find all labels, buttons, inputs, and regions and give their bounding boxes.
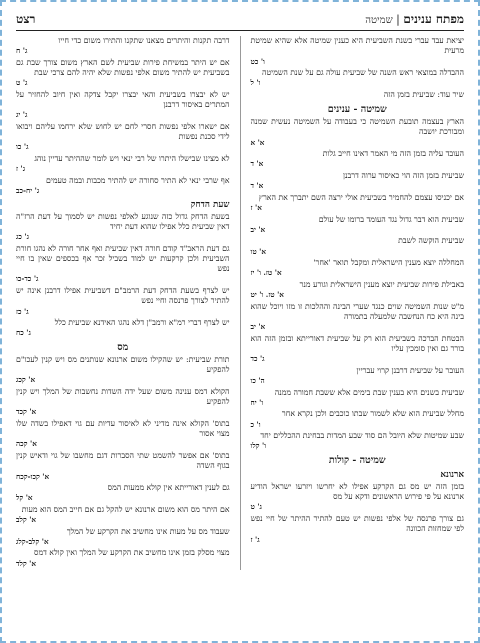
- entry-text: העובד עליה בזמן הזה מי האמר דאינו חייב גלות: [322, 149, 464, 159]
- index-entry: [16, 355, 230, 385]
- entry-reference: א' קלב-קלג: [16, 536, 49, 546]
- entry-text: בשעת הדחק גדול כזה שנוגע לאלפי נפשות יש לסמוך על דעת הרז"ה דאין שביעית כלל אפילו שהוא דעת יחיד: [16, 211, 230, 231]
- entry-reference: א' קלד: [16, 558, 36, 568]
- entry-text: לא מצינו שבישלו היתרו של רבי ינאי ויש לומר שההיתר עדיין נוהג: [34, 153, 230, 163]
- entry-reference: א' קכד: [16, 407, 37, 417]
- entry-reference: ג' יח-כב: [16, 186, 40, 196]
- index-entry: [16, 387, 230, 417]
- index-entry: [250, 482, 464, 512]
- entry-text: יש לא יבצרו בשביעית והאי יבצרו יקבל צדקה ואין חיוב להחזיר על המתרים באיסור דרבנן: [16, 89, 230, 110]
- entry-reference: א' ז: [250, 203, 262, 213]
- entry-text: ההבדלה במוצאי ראש השנה של שביעית עולה גם על שנת השמיטה: [261, 68, 464, 78]
- entry-reference: א' א: [250, 137, 265, 147]
- subsection-title: ארנונא: [440, 469, 464, 480]
- index-entry: [16, 244, 230, 284]
- index-entry: [250, 117, 464, 147]
- entry-reference: א' קכו-קכח: [16, 471, 50, 481]
- right-column: [250, 36, 464, 570]
- entry-text: שביעית הוא דבר גדול נגד העומד ברומו של עולם: [318, 214, 464, 224]
- index-entry: [16, 548, 230, 568]
- left-column: [16, 36, 230, 570]
- index-entry: [250, 215, 464, 235]
- entry-text: מצוי מסלק בזמן אינו מחשיב את הקרקע של המלך ואין קולא דמס: [34, 548, 230, 558]
- entry-text: המחללה יוצא מענין הישראלית ומקבל תואר 'אחר': [313, 258, 464, 268]
- index-entry: [250, 409, 464, 429]
- entry-text: שביעית הוקשה לשבת: [398, 236, 464, 246]
- entry-reference: ג' כד: [250, 354, 265, 364]
- entry-text: מ"ט שנות השמיטה שוים כנגד שערי הבינה וההלכות זו מזו ויוכל שהוא בינה היא כח הנחשבה שלמעלה בתמורה: [250, 301, 464, 321]
- index-entry: [250, 36, 464, 66]
- index-entry: [250, 149, 464, 169]
- entry-text: שבע שמיטות שלא היובל הם סוד שבע המדות בבחינת ההכללים יחד: [260, 431, 464, 441]
- entry-reference: ג' כו: [16, 142, 29, 152]
- entry-reference: ה' כו: [250, 376, 265, 386]
- entry-text: גם צורך פרנסה של אלפי נפשות יש טעם להתיר ההיתר של חיי נפש לפי שמחזות הכוונה: [250, 513, 464, 534]
- index-entry: [250, 514, 464, 544]
- entry-reference: א' ד: [250, 181, 264, 191]
- index-entry: [250, 302, 464, 332]
- entry-reference: ג' ז: [250, 534, 260, 544]
- entry-reference: ג' ט: [250, 502, 262, 512]
- section-title: שמיטה - ענינים: [327, 104, 387, 116]
- entry-text: יש לצרף בשעת הדחק דעת הרמב"ם דשביעית אפילו דרבנן אינה יש להתיר לצורך פרנסה וחיי נפש: [16, 285, 230, 306]
- page-header: [16, 12, 464, 31]
- entry-text: יש לצרף דברי רמ"א ורמב"ן דלא נהגו האידנא שביעית כלל: [54, 318, 230, 327]
- index-entry: [16, 36, 230, 56]
- page-title: מפתח ענינים: [403, 12, 464, 26]
- entry-text: שביעית בזמן הזה הוי כאיסור ערוה דרבנן: [343, 170, 464, 180]
- entry-reference: ג' כד-כו: [16, 274, 39, 284]
- entry-reference: ג' יג: [16, 110, 28, 120]
- index-entry: [16, 90, 230, 120]
- entry-reference: ו' כט: [250, 56, 265, 66]
- index-entry: [250, 366, 464, 386]
- entry-text: יציאת עבד עברי בשנת השביעית היא כענין שמיטה אלא שהיא שמיטת מרעית: [250, 36, 464, 56]
- index-entry: [16, 483, 230, 503]
- entry-text: באבילת פירות שביעית יוצא מענין הישראלית וגורע מנר: [299, 279, 464, 289]
- entry-text: אם יכניסו עצמם להחמיר בשביעית אולי ירצה השם יתברך את הארץ: [258, 192, 464, 202]
- entry-text: הבטחת הברכה בשביעית הוא רק על שביעית דאורייתא ובזמן הזה הוא בורר גם ואין סומכין עליו: [250, 333, 464, 353]
- entry-reference: ו' יח: [250, 397, 264, 407]
- index-entry: [16, 58, 230, 88]
- index-entry: [16, 122, 230, 152]
- index-entry: [16, 176, 230, 196]
- entry-text: תורת שביעית: יש שהקילו משום ארנונא שנותנים מס ויש קנין לעכו"ם להפקיע: [16, 354, 230, 375]
- entry-reference: ג' ח: [16, 46, 28, 56]
- section-title: שמיטה - קולות: [328, 454, 386, 466]
- entry-reference: ג' ט: [16, 78, 28, 88]
- entry-text: שיר עוד: שביעית בזמן הזה: [383, 89, 464, 99]
- entry-reference: א' קכה: [16, 439, 37, 449]
- entry-text: אם יש היתר במשיחת פירות שביעית לשם הארץ משום צורך שבת גם בשביעית יש להתיר משום אלפי נפשות שלא יהיה להם צרכי שבת: [16, 57, 230, 78]
- entry-text: גם לענין דאורייתא אין קולא ממעות המס: [107, 483, 230, 493]
- entry-reference: א' יב: [250, 322, 266, 332]
- index-entry: [16, 527, 230, 547]
- page-number: רצט: [16, 12, 36, 26]
- entry-reference: א' טז. ו' יט: [250, 290, 284, 300]
- index-entry: [16, 505, 230, 525]
- index-entry: [250, 431, 464, 451]
- index-entry: [250, 90, 464, 100]
- entry-text: הקולא דמס ענינה משום שעל ידה השדות נחשבות של המלך ויש קנין להפקיע: [16, 386, 230, 407]
- index-entry: [250, 334, 464, 364]
- index-entry: [16, 451, 230, 481]
- entry-text: שעבוד מס על מעות אינו מחשיב את הקרקע של המלך: [66, 526, 230, 536]
- entry-reference: ו' קלו: [250, 441, 267, 451]
- page-subtitle: שמיטה: [365, 15, 393, 26]
- entry-text: בזמן הזה יש מס גם הקרקע אפילו לא יחרשו ויזרעו ישראל הודיע ארנונא על פי פירוש הראשונים ודקא על מס: [250, 481, 464, 502]
- entry-text: הארץ בעצמה תובעת השמיטה כי בעבודה על השמיטה נעשית שמנה ומבורכת יושבה: [250, 117, 464, 137]
- entry-reference: ג' כח: [16, 328, 31, 338]
- index-entry: [250, 388, 464, 408]
- index-entry: [16, 154, 230, 174]
- entry-text: גם דעת הראב"ד קודם חורה דאין שביעית ואף אחר חורה לא נהגו חורת השביעית ולכן קרקעות יש למוד בשביל זכר אף בכספים שאין בו חיי נפש: [16, 243, 230, 274]
- index-entry: [16, 212, 230, 242]
- entry-text: אם ישארו אלפי נפשות חסרי לחם יש לחוש שלא ירחמו עליהם ויבואו לידי סכנת נפשות: [16, 121, 230, 142]
- entry-text: בתוס' הקולא אינה מדיני לא לאיסור עדיות עם גוי דאפילו בשדה שלו מצוי אסור: [16, 418, 230, 439]
- index-entry: [250, 236, 464, 256]
- entry-reference: א' ד: [250, 159, 264, 169]
- entry-reference: א' טז. ו' יז: [250, 268, 282, 278]
- entry-text: אם היתר מס הוא משום ארנונא יש להקל גם אם חייב המס הוא מעות: [21, 504, 230, 514]
- entry-text: מחלל שביעית הוא שלא לשמור שבתו כוכבים ולכן נקרא אחר: [281, 409, 464, 419]
- index-entry: [250, 280, 464, 300]
- column-divider: [240, 36, 241, 570]
- entry-reference: ג' ז: [16, 164, 26, 174]
- two-column-body: [16, 36, 464, 570]
- index-entry: [16, 318, 230, 338]
- index-entry: [250, 68, 464, 88]
- index-entry: [16, 419, 230, 449]
- index-entry: [250, 258, 464, 278]
- entry-text: בתוס' אם אפשר להשמט שתי הסברות דגם מחשבו של גוי ודאיש קנין בגוף השדה: [16, 450, 230, 471]
- entry-text: דרבה תקנות והיתרים מצאנו שתקנו והתירו משום כדי חייו: [58, 36, 230, 45]
- index-entry: [250, 193, 464, 213]
- header-right: [365, 12, 464, 27]
- entry-reference: א' יב: [250, 224, 266, 234]
- entry-reference: ג' כג: [16, 232, 29, 242]
- entry-reference: ו' ל: [250, 78, 261, 88]
- header-separator: |: [392, 13, 400, 26]
- entry-reference: א' קלב: [16, 515, 37, 525]
- entry-reference: ו' כ: [250, 419, 261, 429]
- entry-reference: א' קל: [16, 493, 33, 503]
- index-entry: [16, 286, 230, 316]
- entry-reference: א' קכג: [16, 375, 36, 385]
- entry-reference: א' טו: [250, 246, 266, 256]
- index-entry: [250, 171, 464, 191]
- entry-reference: ג' כז: [16, 306, 29, 316]
- entry-text: שביעית בשנים היא בענין שבת בימים אלא ששבת חמורה ממנה: [274, 387, 464, 397]
- section-title: מס: [117, 341, 129, 353]
- entry-text: אף שרבי ינאי לא התיר סחורה יש להתיר מכבות ובמה טעמים: [45, 175, 230, 185]
- subsection-title: שעת הדחק: [190, 199, 230, 210]
- entry-text: העובר על שביעית דרבנן קרוי עבריין: [356, 365, 464, 375]
